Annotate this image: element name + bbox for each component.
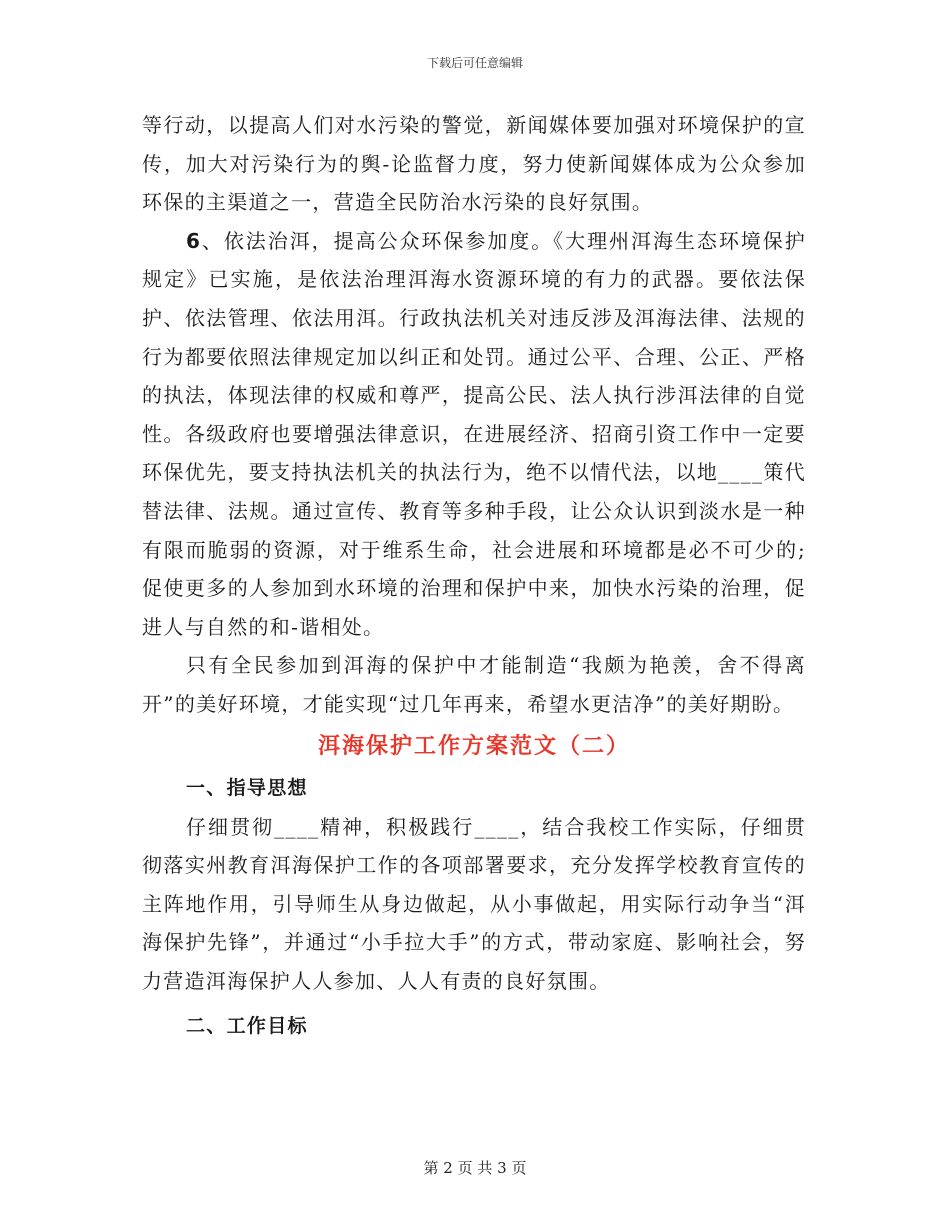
paragraph-guiding-ideology: 仔细贯彻____精神，积极践行____，结合我校工作实际，仔细贯彻落实州教育洱海保护工作的各项部署要求，充分发挥学校教育宣传的主阵地作用，引导师生从身边做起，从小事做起，用实际行动争当“洱海保护先锋”，并通过“小手拉大手”的方式，带动家庭、影响社会，努力营造洱海保护人人参加、人人有责的良好氛围。 — [142, 814, 806, 993]
heading-guiding-ideology: 一、指导思想 — [186, 776, 308, 799]
paragraph-rule-of-law-text: 、依法治洱，提高公众环保参加度。《大理州洱海生态环境保护规定》已实施，是依法治理洱海水资源环境的有力的武器。要依法保护、依法管理、依法用洱。行政执法机关对违反涉及洱海法律、法规的行为都要依照法律规定加以纠正和处罚。通过公平、合理、公正、严格的执法，体现法律的权威和尊严，提高公民、法人执行涉洱法律的自觉性。各级政府也要增强法律意识，在进展经济、招商引资工作中一定要环保优先，要支持执法机关的执法行为，绝不以情代法，以地____策代替法律、法规。通过宣传、教育等多种手段，让公众认识到淡水是一种有限而脆弱的资源，对于维系生命，社会进展和环境都是必不可少的;促使更多的人参加到水环境的治理和保护中来，加快水污染的治理，促进人与自然的和-谐相处。 — [142, 228, 806, 639]
section-title: 洱海保护工作方案范文（二） — [317, 732, 630, 759]
document-body — [142, 106, 806, 1046]
page-header: 下载后可任意编辑 — [426, 56, 523, 70]
paragraph-conclusion: 只有全民参加到洱海的保护中才能制造“我颇为艳羡，舍不得离开”的美好环境，才能实现“过几年再来，希望水更洁净”的美好期盼。 — [142, 653, 806, 716]
item-number: 6 — [186, 228, 202, 253]
page-footer: 第 2 页 共 3 页 — [423, 1159, 527, 1177]
heading-work-goals: 二、工作目标 — [186, 1015, 308, 1038]
paragraph-rule-of-law — [142, 222, 806, 647]
paragraph-continuation: 等行动，以提高人们对水污染的警觉，新闻媒体要加强对环境保护的宣传，加大对污染行为的舆-论监督力度，努力使新闻媒体成为公众参加环保的主渠道之一，营造全民防治水污染的良好氛围。 — [142, 113, 806, 215]
